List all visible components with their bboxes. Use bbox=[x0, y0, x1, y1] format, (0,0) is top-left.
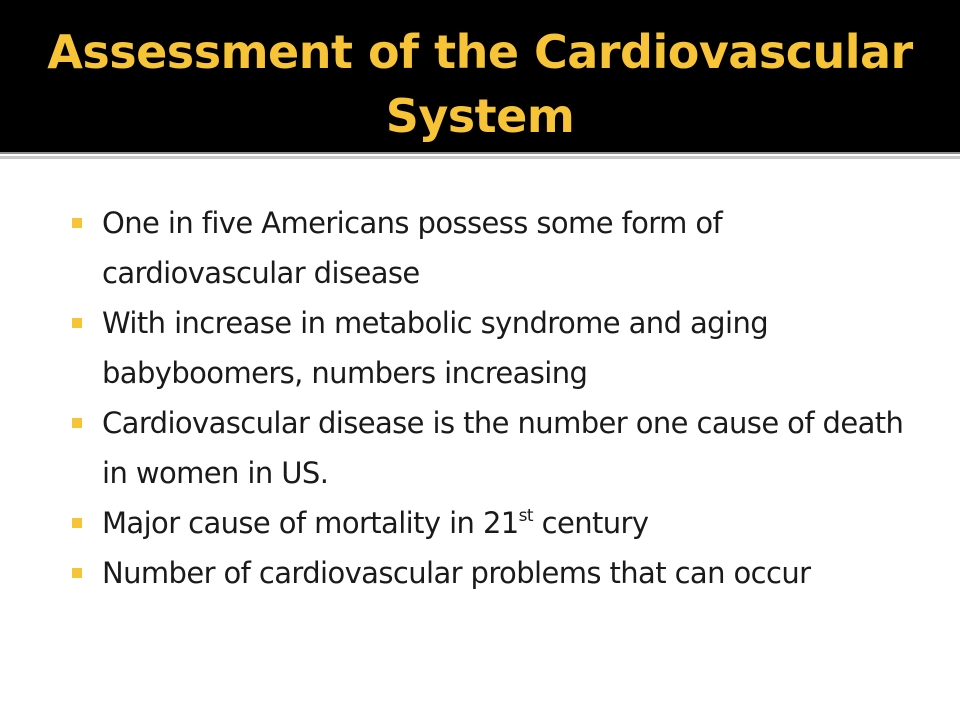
title-bar bbox=[0, 0, 960, 152]
bullet-list bbox=[72, 198, 912, 598]
slide-title: Assessment of the Cardiovascular System bbox=[47, 25, 913, 143]
bullet-text: Number of cardiovascular problems that can occur bbox=[102, 556, 811, 590]
bullet-text: With increase in metabolic syndrome and aging babyboomers, numbers increasing bbox=[102, 306, 769, 390]
ordinal-superscript: st bbox=[518, 506, 533, 526]
bullet-text-part: Major cause of mortality in 21 bbox=[102, 506, 519, 540]
bullet-text: Cardiovascular disease is the number one cause of death in women in US. bbox=[102, 406, 904, 490]
square-bullet-icon bbox=[72, 568, 82, 578]
title-divider-shadow bbox=[0, 156, 960, 159]
square-bullet-icon bbox=[72, 318, 82, 328]
bullet-item bbox=[72, 548, 912, 598]
square-bullet-icon bbox=[72, 518, 82, 528]
bullet-item bbox=[72, 398, 912, 498]
bullet-text-part: century bbox=[532, 506, 649, 540]
bullet-text: One in five Americans possess some form of cardiovascular disease bbox=[102, 206, 723, 290]
bullet-item bbox=[72, 198, 912, 298]
bullet-item bbox=[72, 298, 912, 398]
square-bullet-icon bbox=[72, 418, 82, 428]
bullet-item bbox=[72, 498, 912, 548]
title-divider bbox=[0, 152, 960, 154]
square-bullet-icon bbox=[72, 218, 82, 228]
